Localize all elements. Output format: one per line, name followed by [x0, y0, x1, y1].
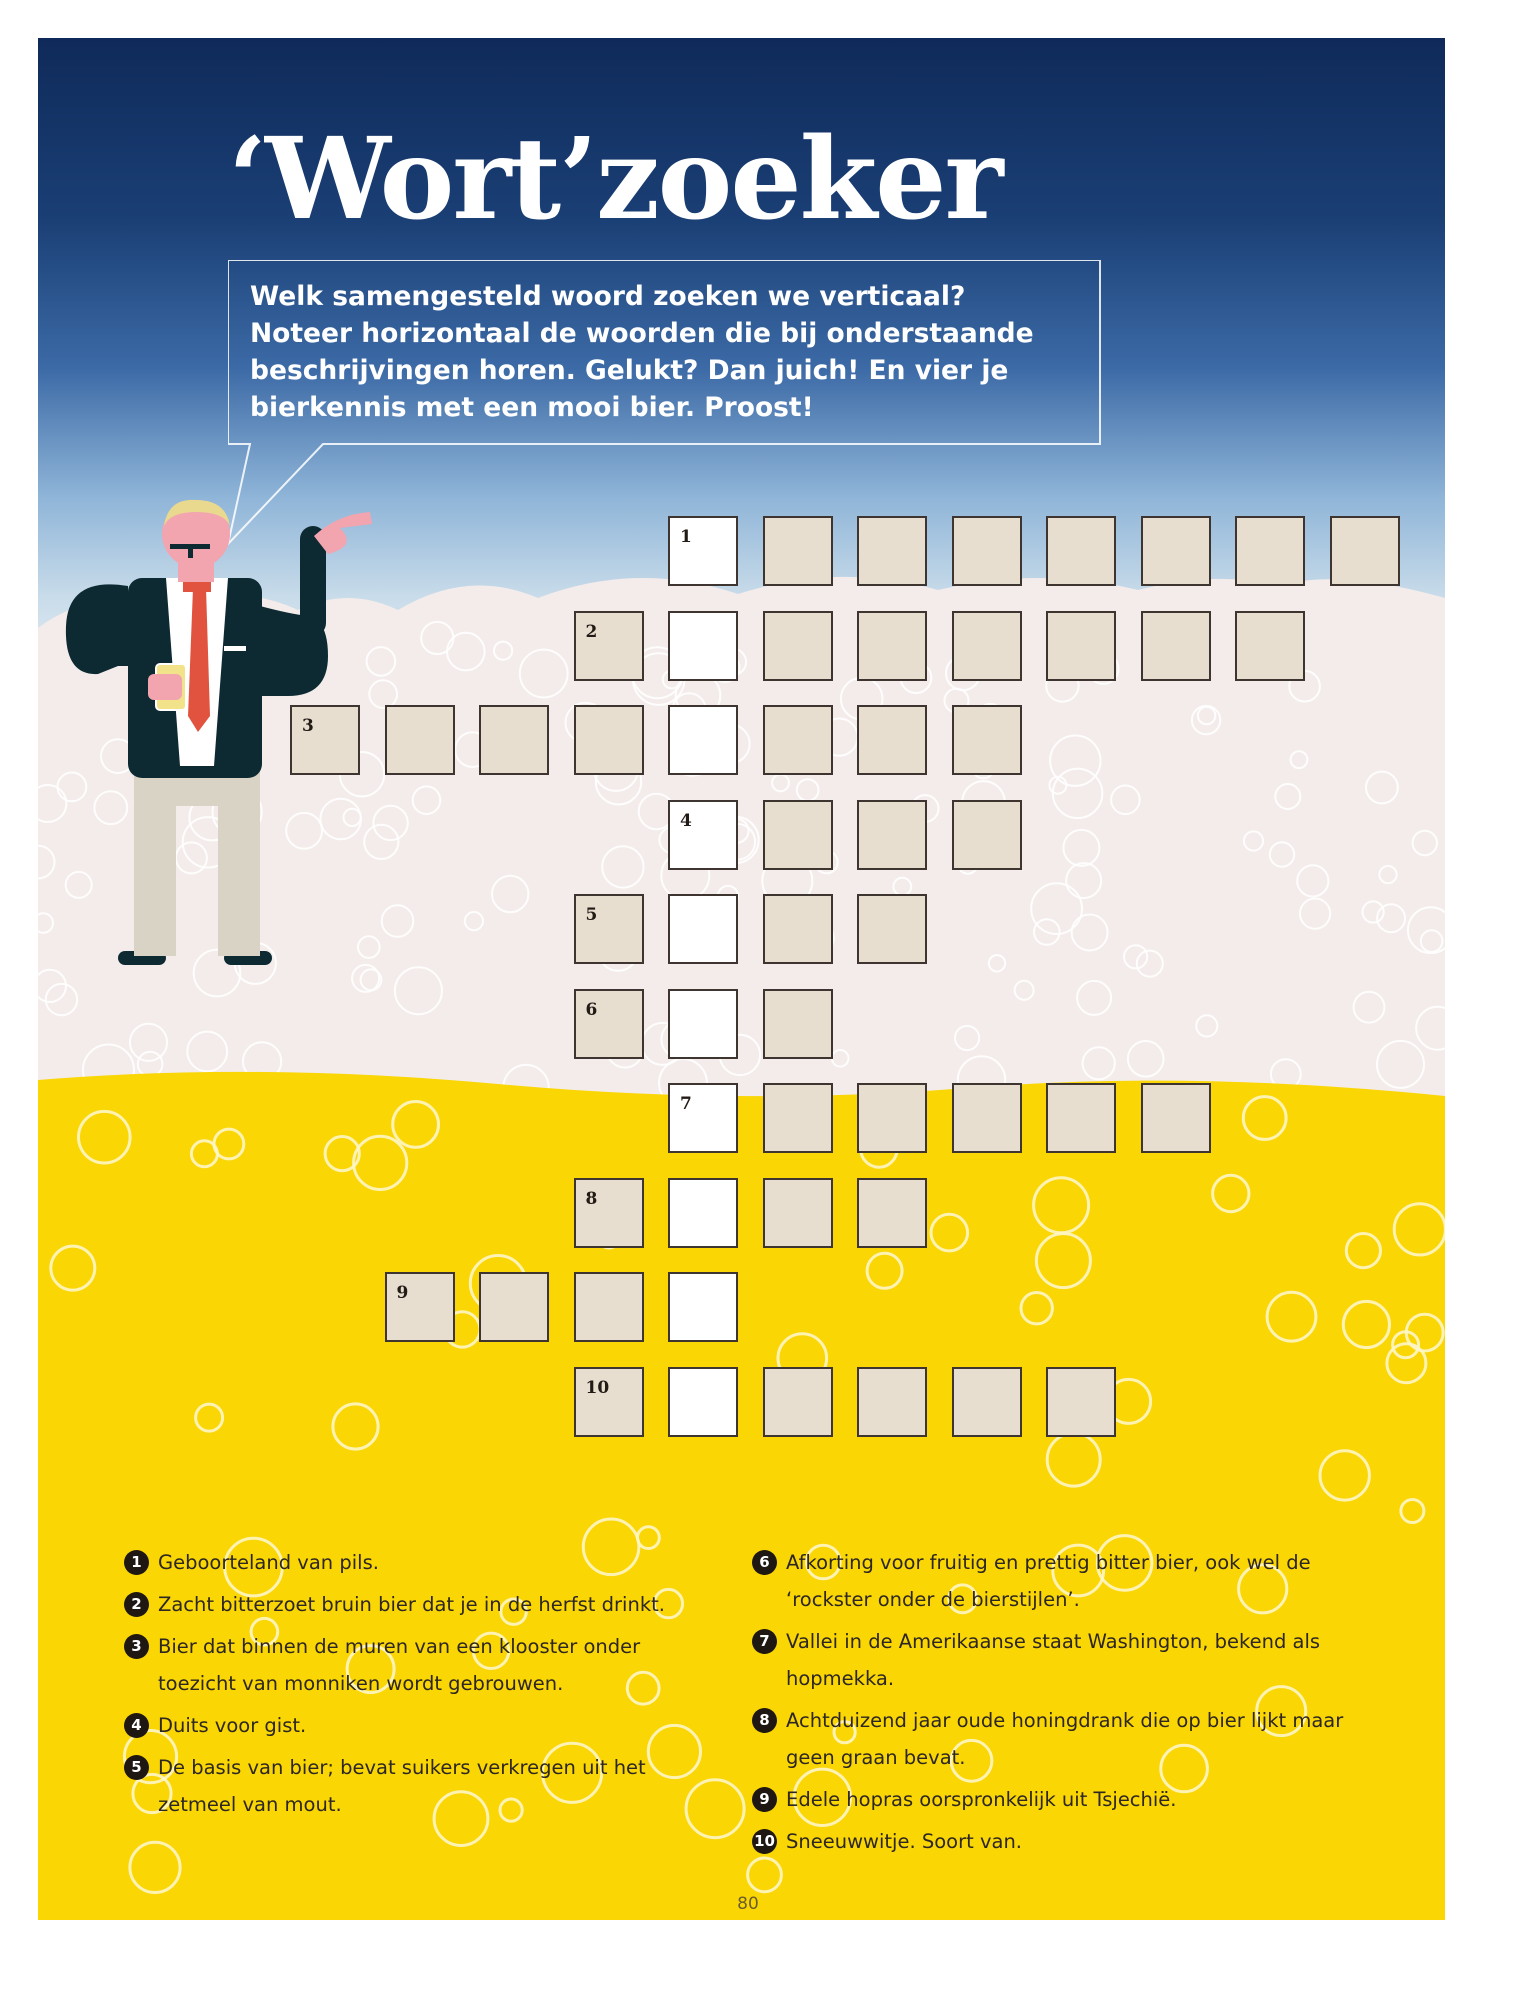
clue-item [744, 1544, 1344, 1618]
clue-item [116, 1628, 696, 1702]
bubble-ring [1394, 1204, 1445, 1255]
bubble-ring [1034, 1178, 1089, 1233]
clue-number-label: 5 [585, 905, 598, 925]
clue-number: 2 [124, 1592, 149, 1617]
crossword-cell[interactable] [1046, 516, 1116, 586]
crossword-cell[interactable] [763, 989, 833, 1059]
clue-item [116, 1749, 696, 1823]
crossword-cell[interactable] [1046, 1083, 1116, 1153]
crossword-cell[interactable] [952, 516, 1022, 586]
crossword-cell[interactable] [574, 705, 644, 775]
crossword-cell[interactable] [857, 705, 927, 775]
crossword-cell[interactable] [479, 705, 549, 775]
clue-item [744, 1702, 1344, 1776]
clue-text: Duits voor gist. [158, 1714, 307, 1737]
crossword-cell[interactable] [763, 705, 833, 775]
clue-item [744, 1623, 1344, 1697]
crossword-cell[interactable] [668, 800, 738, 870]
crossword-cell[interactable] [763, 1367, 833, 1437]
crossword-cell[interactable] [668, 894, 738, 964]
bubble-ring [354, 1136, 407, 1189]
crossword-cell[interactable] [857, 1178, 927, 1248]
clue-number: 5 [124, 1755, 149, 1780]
bubble-ring [1243, 1097, 1286, 1140]
bubble-ring [1021, 1293, 1052, 1324]
clue-number-label: 3 [302, 716, 314, 736]
crossword-cell[interactable] [952, 1367, 1022, 1437]
crossword-cell[interactable] [1235, 516, 1305, 586]
clue-number-label: 9 [396, 1283, 409, 1303]
clue-number-label: 7 [680, 1094, 692, 1114]
crossword-cell[interactable] [668, 989, 738, 1059]
crossword-cell[interactable] [668, 1272, 738, 1342]
crossword-cell[interactable] [857, 611, 927, 681]
bubble-ring [1267, 1292, 1316, 1341]
bubble-ring [51, 1246, 95, 1290]
clue-number-label: 8 [585, 1188, 598, 1209]
crossword-cell[interactable] [668, 611, 738, 681]
head [162, 500, 230, 582]
bubble-ring [1320, 1451, 1369, 1500]
clue-text: Sneeuwwitje. Soort van. [786, 1830, 1023, 1853]
crossword-cell[interactable] [763, 894, 833, 964]
bubble-ring [1036, 1234, 1090, 1288]
clue-text: De basis van bier; bevat suikers verkregen uit het zetmeel van mout. [158, 1756, 646, 1816]
crossword-cell[interactable] [668, 1367, 738, 1437]
crossword-cell[interactable] [574, 611, 644, 681]
clue-number-label: 6 [585, 999, 598, 1020]
clue-text: Achtduizend jaar oude honingdrank die op bier lijkt maar geen graan bevat. [786, 1709, 1344, 1769]
crossword-cell[interactable] [668, 516, 738, 586]
crossword-cell[interactable] [668, 705, 738, 775]
page-number: 80 [737, 1894, 759, 1914]
crossword-cell[interactable] [952, 800, 1022, 870]
bubble-ring [333, 1404, 378, 1449]
clue-number-label: 4 [680, 810, 692, 831]
crossword-cell[interactable] [1141, 1083, 1211, 1153]
clue-text: Vallei in de Amerikaanse staat Washington, bekend als hopmekka. [786, 1630, 1321, 1690]
clue-text: Bier dat binnen de muren van een klooster onder toezicht van monniken wordt gebrouwen. [158, 1635, 641, 1695]
clue-number: 9 [752, 1787, 777, 1812]
clue-number-label: 2 [585, 621, 598, 642]
bubble-ring [1401, 1500, 1424, 1523]
clue-number: 3 [124, 1634, 149, 1659]
crossword-cell[interactable] [1046, 1367, 1116, 1437]
bubble-ring [867, 1253, 902, 1288]
crossword-cell[interactable] [385, 705, 455, 775]
clue-text: Edele hopras oorspronkelijk uit Tsjechië. [786, 1788, 1177, 1811]
magazine-page [38, 38, 1445, 1920]
crossword-cell[interactable] [857, 1367, 927, 1437]
bubble-ring [130, 1842, 180, 1892]
crossword-cell[interactable] [1141, 516, 1211, 586]
bubble-ring [196, 1404, 223, 1431]
crossword-cell[interactable] [763, 611, 833, 681]
clue-item [744, 1823, 1344, 1860]
clue-number: 10 [752, 1829, 777, 1854]
crossword-cell[interactable] [763, 516, 833, 586]
clue-list-left [116, 1544, 696, 1828]
crossword-cell[interactable] [952, 611, 1022, 681]
crossword-cell[interactable] [668, 1083, 738, 1153]
clue-number-label: 1 [680, 527, 692, 547]
crossword-cell[interactable] [763, 800, 833, 870]
crossword-cell[interactable] [574, 989, 644, 1059]
bubble-ring [931, 1214, 968, 1251]
crossword-cell[interactable] [857, 894, 927, 964]
crossword-cell[interactable] [1235, 611, 1305, 681]
crossword-cell[interactable] [574, 1367, 644, 1437]
clue-number: 4 [124, 1713, 149, 1738]
page-title: ‘Wort’zoeker [228, 114, 1002, 245]
clue-list-right [744, 1544, 1344, 1865]
crossword-cell[interactable] [1141, 611, 1211, 681]
bubble-ring [1047, 1433, 1100, 1486]
crossword-cell[interactable] [857, 800, 927, 870]
crossword-cell[interactable] [574, 894, 644, 964]
bubble-ring [1213, 1175, 1249, 1211]
trousers [134, 766, 260, 956]
crossword-cell[interactable] [763, 1083, 833, 1153]
clue-number: 6 [752, 1550, 777, 1575]
clue-number: 8 [752, 1708, 777, 1733]
clue-text: Geboorteland van pils. [158, 1551, 379, 1574]
crossword-cell[interactable] [952, 705, 1022, 775]
clue-number: 7 [752, 1629, 777, 1654]
intro-text: Welk samengesteld woord zoeken we verticaal? Noteer horizontaal de woorden die bij onderstaande beschrijvingen horen. Gelukt? Dan juich! En vier je bierkennis met een mooi bier. Proost! [250, 281, 1034, 423]
clue-text: Zacht bitterzoet bruin bier dat je in de herfst drinkt. [158, 1593, 665, 1616]
bubble-ring [1346, 1234, 1380, 1268]
clue-number: 1 [124, 1550, 149, 1575]
clue-item [116, 1707, 696, 1744]
crossword-cell[interactable] [574, 1272, 644, 1342]
crossword-cell[interactable] [952, 1083, 1022, 1153]
crossword-cell[interactable] [1330, 516, 1400, 586]
clue-item [116, 1544, 696, 1581]
clue-number-label: 10 [585, 1377, 610, 1398]
crossword-cell[interactable] [763, 1178, 833, 1248]
crossword-cell[interactable] [1046, 611, 1116, 681]
clue-item [116, 1586, 696, 1623]
bubble-ring [79, 1111, 131, 1163]
crossword-cell[interactable] [857, 516, 927, 586]
crossword-cell[interactable] [574, 1178, 644, 1248]
crossword-cell[interactable] [668, 1178, 738, 1248]
clue-item [744, 1781, 1344, 1818]
clue-text: Afkorting voor fruitig en prettig bitter bier, ook wel de ‘rockster onder de bierstijlen’. [786, 1551, 1311, 1611]
crossword-cell[interactable] [479, 1272, 549, 1342]
bubble-ring [214, 1129, 244, 1159]
crossword-cell[interactable] [385, 1272, 455, 1342]
crossword-cell[interactable] [857, 1083, 927, 1153]
crossword-cell[interactable] [290, 705, 360, 775]
bubble-ring [1343, 1301, 1389, 1347]
bubble-ring [393, 1102, 439, 1148]
